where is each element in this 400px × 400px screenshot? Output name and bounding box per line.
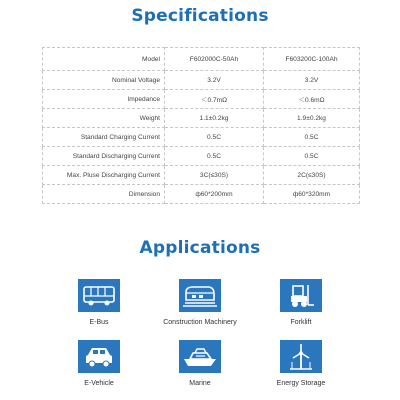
table-row bbox=[43, 128, 360, 147]
row-label: Weight bbox=[43, 109, 165, 128]
yacht-icon bbox=[183, 346, 217, 368]
application-tile bbox=[280, 279, 322, 312]
table-row bbox=[43, 166, 360, 185]
table-row bbox=[43, 71, 360, 90]
specifications-table bbox=[42, 47, 360, 204]
table-row bbox=[43, 185, 360, 204]
specifications-title: Specifications bbox=[131, 6, 269, 26]
application-label: Marine bbox=[189, 380, 211, 387]
application-label: E-Bus bbox=[89, 319, 109, 326]
header-label: Model bbox=[43, 48, 165, 71]
table-cell: 1.1±0.2kg bbox=[165, 109, 264, 128]
application-label: Forklift bbox=[290, 319, 312, 326]
table-cell: ＜0.6mΩ bbox=[264, 90, 360, 109]
table-cell: 1.9±0.2kg bbox=[264, 109, 360, 128]
table-cell: 0.5C bbox=[165, 128, 264, 147]
application-energy-storage bbox=[246, 340, 356, 387]
bus-icon bbox=[83, 285, 115, 307]
row-label: Dimension bbox=[43, 185, 165, 204]
application-e-vehicle bbox=[44, 340, 154, 387]
table-cell: 3C(≤30S) bbox=[165, 166, 264, 185]
application-tile bbox=[179, 279, 221, 312]
table-header-row bbox=[43, 48, 360, 71]
forklift-icon bbox=[287, 283, 315, 309]
application-tile bbox=[78, 340, 120, 373]
table-cell: ＜0.7mΩ bbox=[165, 90, 264, 109]
row-label: Nominal Voltage bbox=[43, 71, 165, 90]
table-cell: 3.2V bbox=[165, 71, 264, 90]
row-label: Impedance bbox=[43, 90, 165, 109]
application-tile bbox=[280, 340, 322, 373]
application-construction-machinery bbox=[145, 279, 255, 326]
column-header: F602000C-50Ah bbox=[165, 48, 264, 71]
application-tile bbox=[78, 279, 120, 312]
wind-turbine-icon bbox=[286, 343, 316, 371]
applications-title: Applications bbox=[139, 238, 261, 258]
table-row bbox=[43, 147, 360, 166]
train-icon bbox=[183, 284, 217, 308]
application-marine bbox=[145, 340, 255, 387]
table-cell: 2C(≤30S) bbox=[264, 166, 360, 185]
table-cell: 0.5C bbox=[264, 128, 360, 147]
table-cell: 0.5C bbox=[264, 147, 360, 166]
application-label: E-Vehicle bbox=[84, 380, 114, 387]
table-cell: ф60*200mm bbox=[165, 185, 264, 204]
table-cell: 3.2V bbox=[264, 71, 360, 90]
table-cell: ф60*320mm bbox=[264, 185, 360, 204]
application-forklift bbox=[246, 279, 356, 326]
application-e-bus bbox=[44, 279, 154, 326]
row-label: Standard Discharging Current bbox=[43, 147, 165, 166]
row-label: Max. Pluse Discharging Current bbox=[43, 166, 165, 185]
car-icon bbox=[84, 346, 114, 368]
column-header: F603200C-100Ah bbox=[264, 48, 360, 71]
application-label: Construction Machinery bbox=[163, 319, 237, 326]
row-label: Standard Charging Current bbox=[43, 128, 165, 147]
application-tile bbox=[179, 340, 221, 373]
table-row bbox=[43, 90, 360, 109]
table-cell: 0.5C bbox=[165, 147, 264, 166]
application-label: Energy Storage bbox=[276, 380, 326, 387]
table-row bbox=[43, 109, 360, 128]
